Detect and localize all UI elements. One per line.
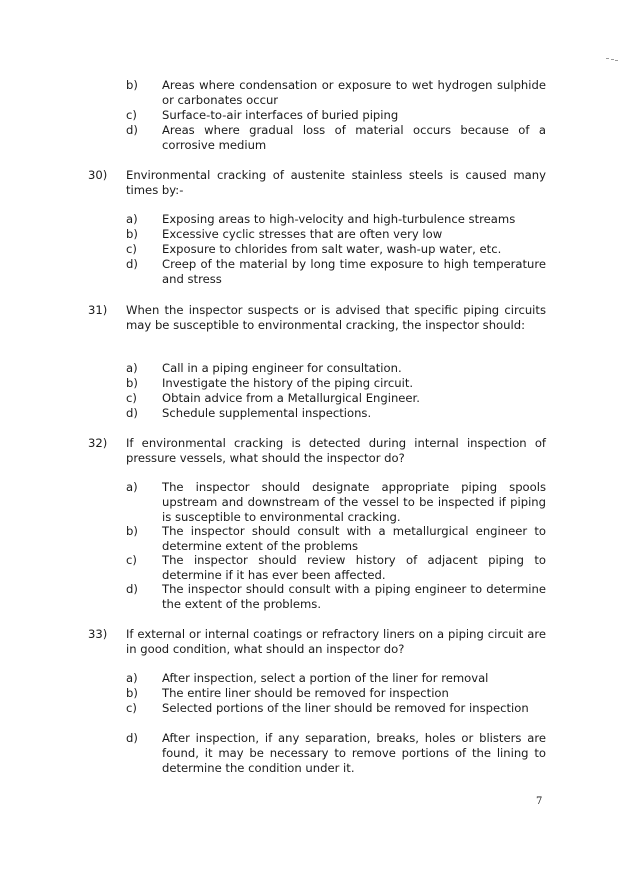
scan-artifact-mark — [606, 58, 618, 61]
option-letter: c) — [126, 242, 137, 256]
option-text: The inspector should designate appropriate piping spools upstream and downstream of the vessel to be inspected if piping is susceptible to environmental cracking. — [162, 480, 546, 524]
question-text: If external or internal coatings or refractory liners on a piping circuit are in good condition, what should an inspector do? — [126, 627, 546, 656]
option-text: Exposing areas to high-velocity and high-turbulence streams — [162, 212, 516, 226]
option-letter: a) — [126, 361, 138, 375]
option-text: Schedule supplemental inspections. — [162, 406, 372, 420]
page-number: 7 — [536, 796, 543, 807]
option-text: After inspection, select a portion of the liner for removal — [162, 671, 489, 685]
option-letter: d) — [126, 406, 138, 420]
option-letter: b) — [126, 227, 138, 241]
option-letter: b) — [126, 686, 138, 700]
option-text: Surface-to-air interfaces of buried piping — [162, 108, 399, 122]
question-number: 30) — [88, 168, 108, 182]
question-number: 32) — [88, 436, 108, 450]
question-text: When the inspector suspects or is advised that specific piping circuits may be susceptible to environmental cracking, the inspector should: — [126, 303, 546, 332]
option-text: The inspector should consult with a metallurgical engineer to determine extent of the problems — [162, 524, 546, 553]
option-letter: d) — [126, 731, 138, 745]
question-number: 31) — [88, 303, 108, 317]
option-letter: b) — [126, 376, 138, 390]
option-letter: a) — [126, 480, 138, 494]
option-text: Creep of the material by long time exposure to high temperature and stress — [162, 257, 546, 286]
question-number: 33) — [88, 627, 108, 641]
option-text: Areas where gradual loss of material occurs because of a corrosive medium — [162, 123, 546, 152]
option-text: The inspector should consult with a piping engineer to determine the extent of the problems. — [162, 582, 546, 611]
option-letter: d) — [126, 257, 138, 271]
option-text: Areas where condensation or exposure to wet hydrogen sulphide or carbonates occur — [162, 78, 546, 107]
option-text: Exposure to chlorides from salt water, wash-up water, etc. — [162, 242, 502, 256]
option-text: After inspection, if any separation, breaks, holes or blisters are found, it may be necessary to remove portions of the lining to determine the condition under it. — [162, 731, 546, 775]
question-text: If environmental cracking is detected during internal inspection of pressure vessels, what should the inspector do? — [126, 436, 546, 465]
option-text: The entire liner should be removed for inspection — [162, 686, 449, 700]
option-letter: b) — [126, 78, 138, 92]
option-letter: c) — [126, 391, 137, 405]
option-letter: c) — [126, 553, 137, 567]
option-letter: d) — [126, 582, 138, 596]
option-letter: c) — [126, 701, 137, 715]
option-text: Excessive cyclic stresses that are often very low — [162, 227, 443, 241]
option-text: The inspector should review history of adjacent piping to determine if it has ever been affected. — [162, 553, 546, 582]
option-letter: d) — [126, 123, 138, 137]
option-text: Call in a piping engineer for consultation. — [162, 361, 402, 375]
option-letter: b) — [126, 524, 138, 538]
question-text: Environmental cracking of austenite stainless steels is caused many times by:- — [126, 168, 546, 197]
option-text: Investigate the history of the piping circuit. — [162, 376, 414, 390]
option-letter: a) — [126, 212, 138, 226]
option-text: Obtain advice from a Metallurgical Engineer. — [162, 391, 420, 405]
option-text: Selected portions of the liner should be removed for inspection — [162, 701, 529, 715]
option-letter: a) — [126, 671, 138, 685]
option-letter: c) — [126, 108, 137, 122]
